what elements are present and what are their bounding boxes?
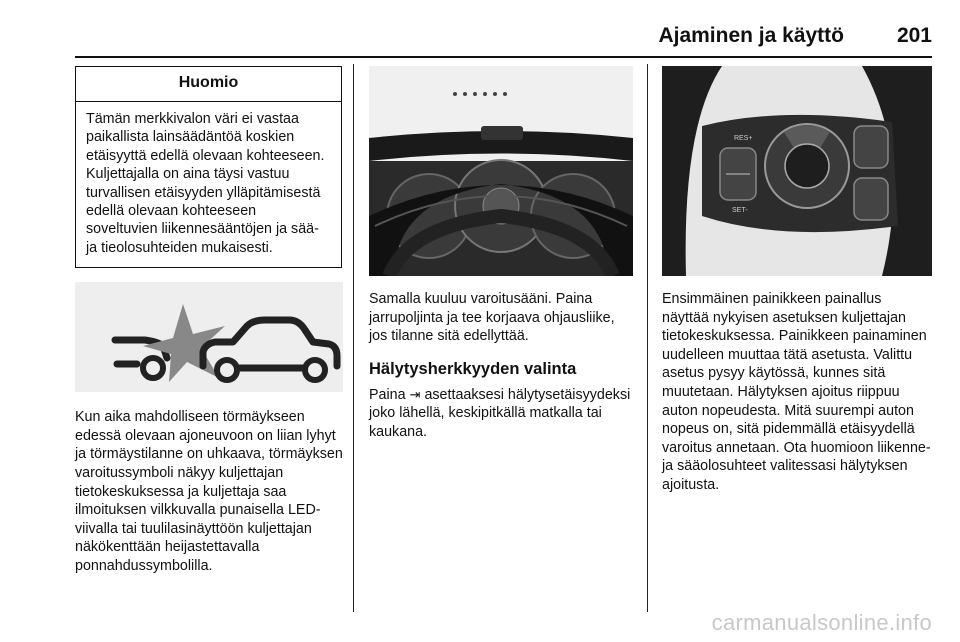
steering-controls-illustration (662, 66, 932, 276)
res-plus-label: RES+ (734, 135, 753, 142)
button-usage-text: Ensimmäinen painikkeen painallus näyttää nykyisen asetuksen kuljettajan tietokeskuksessa. Painikkeen painaminen uudelleen muuttaa tätä asetusta. Valittu asetus pysyy käytössä, kunnes sitä muutetaan. Hälytyksen ajoitus riippuu auton nopeudesta. Mitä suurempi auton nopeus on, sitä pidemmällä etäisyydellä varoitus annetaan. Ota huomioon liikenne- ja sääolosuhteet valitessasi hälytyksen ajoitusta. (662, 291, 931, 493)
collision-warning-figure (75, 282, 343, 392)
press-label: Paina (369, 386, 406, 403)
column-2 (369, 66, 633, 442)
set-minus-label: SET- (732, 207, 748, 214)
notice-body: Tämän merkkivalon väri ei vastaa paikallista lainsäädäntöä koskien etäisyyttä edellä olevaan kohteeseen. Kuljettajalla on aina täysi vastuu turvallisen etäisyyden ylläpitämisestä edellä olevaan kohteeseen soveltuvien liikennesääntöjen ja sää- ja tieolosuhteiden mukaisesti. (86, 111, 325, 256)
steering-controls-figure (662, 66, 932, 276)
column-1 (75, 66, 343, 576)
collision-description: Kun aika mahdolliseen törmäykseen edessä olevaan ajoneuvoon on liian lyhyt ja törmäystilanne on uhkaava, törmäyksen varoitussymboli näkyy kuljettajan tietokeskuksessa ja kuljettaja saa ilmoituksen vilkkuvalla punaisella LED-viivalla tai tuulilasinäyttöön kuljettajan näkökenttään heijastettavalla ponnahdussymbolilla. (75, 409, 343, 574)
page-header (0, 24, 932, 54)
column-divider (353, 64, 354, 612)
chapter-title: Ajaminen ja käyttö (658, 24, 844, 47)
sensitivity-text: asettaaksesi hälytysetäisyydeksi joko lähellä, keskipitkällä matkalla tai kaukana. (369, 386, 631, 440)
column-3 (662, 66, 932, 495)
section-heading: Hälytysherkkyyden valinta (369, 359, 577, 378)
header-rule (75, 56, 932, 58)
dashboard-illustration (369, 66, 633, 276)
collision-car-icon (75, 282, 343, 392)
page-number: 201 (896, 24, 932, 47)
vehicle-distance-icon: ⇥ (409, 386, 421, 402)
column-divider (647, 64, 648, 612)
dashboard-figure (369, 66, 633, 276)
warning-sound-text: Samalla kuuluu varoitusääni. Paina jarrupoljinta ja tee korjaava ohjausliike, jos tilanne sitä edellyttää. (369, 291, 615, 345)
watermark: carmanualsonline.info (711, 610, 932, 635)
notice-box (75, 66, 342, 268)
sensitivity-instructions (369, 386, 633, 442)
notice-title: Huomio (76, 67, 341, 102)
